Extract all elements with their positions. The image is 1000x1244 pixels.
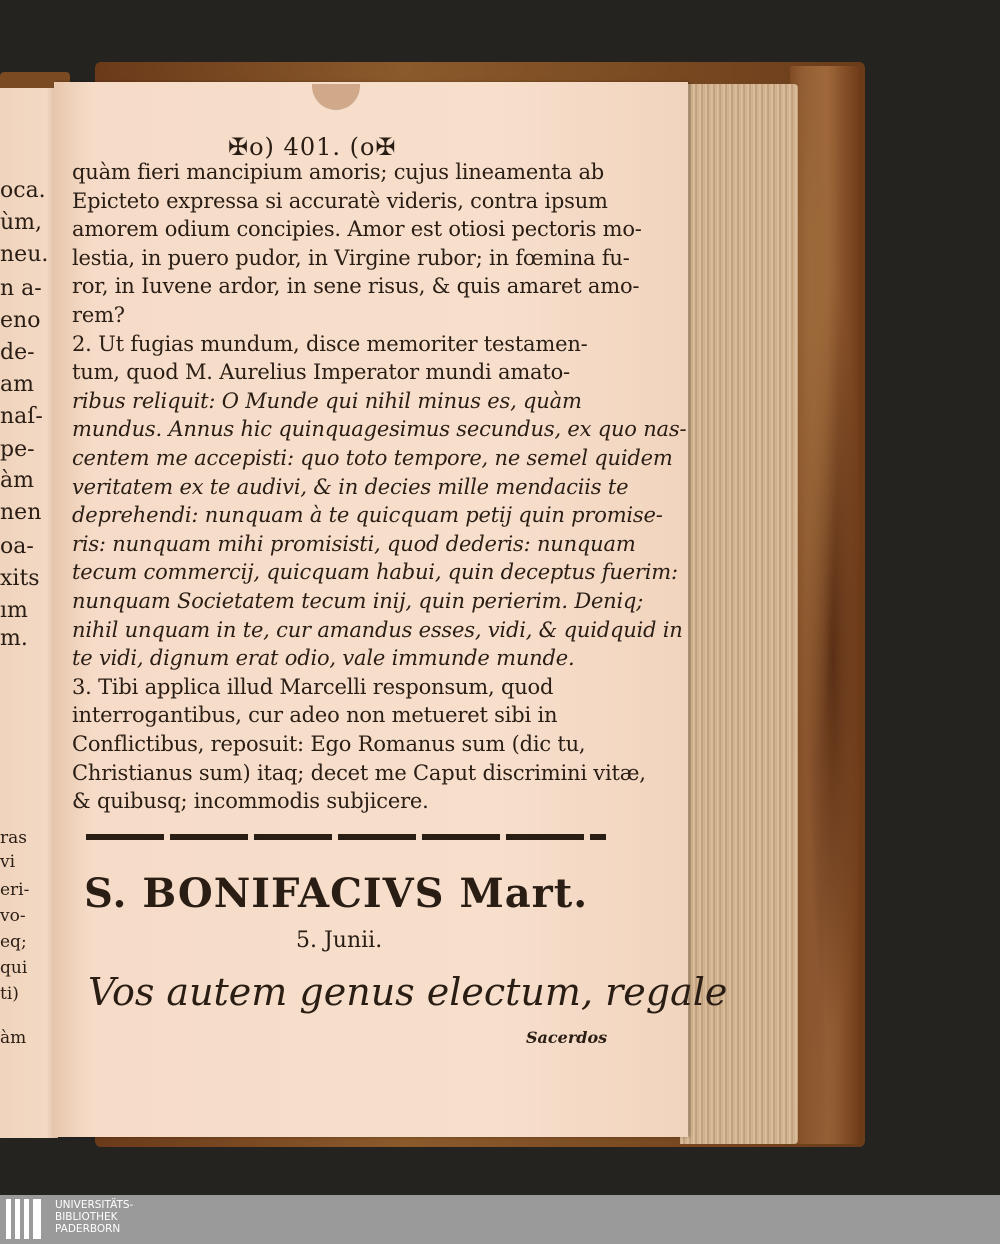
left-page-fragment: ùm, [0,210,43,235]
left-page-fragment: neu. [0,242,49,267]
body-line: mundus. Annus hic quinquagesimus secundus, ex quo nas- [72,417,687,442]
left-page-fragment: vi [0,852,16,872]
body-line: veritatem ex te audivi, & in decies mille mendaciis te [72,474,629,499]
body-line: 2. Ut fugias mundum, disce memoriter testamen- [72,331,588,356]
left-page-fragment: àm [0,1028,27,1048]
body-line: tecum commercij, quicquam habui, quin deceptus fuerim: [72,560,678,585]
left-page-fragment: eri- [0,880,30,900]
library-name-line2: BIBLIOTHEK [55,1211,118,1223]
left-page-fragment: n a- [0,276,42,301]
left-page-fragment: qui [0,958,28,978]
library-name-line1: UNIVERSITÄTS- [55,1199,134,1211]
body-line: lestia, in puero pudor, in Virgine rubor; in fœmina fu- [72,245,630,270]
body-line: interrogantibus, cur adeo non metueret sibi in [72,703,558,728]
library-name [55,1199,133,1235]
body-line: nunquam Societatem tecum inij, quin perierim. Deniq; [72,589,644,613]
section-title: S. BONIFACIVS Mart. [84,870,589,917]
library-logo-icon [6,1199,46,1239]
left-page-fragment: ras [0,828,27,848]
left-page-fragment: eq; [0,932,27,952]
left-page-fragment: eno [0,308,41,333]
section-rule [86,834,606,840]
left-page-fragment: nen [0,500,42,525]
left-page-fragment: xits [0,566,40,591]
section-date: 5. Junii. [296,928,383,953]
left-page [0,88,58,1138]
section-motto: Vos autem genus electum, regale [88,970,728,1014]
body-line: Epicteto expressa si accuratè videris, contra ipsum [72,188,608,213]
body-line: Christianus sum) itaq; decet me Caput discrimini vitæ, [72,760,646,785]
left-page-fragment: pe- [0,437,35,462]
body-line: amorem odium concipies. Amor est otiosi pectoris mo- [72,217,642,242]
left-page-fragment: oca. [0,178,46,203]
body-line: nihil unquam in te, cur amandus esses, vidi, & quidquid in [72,617,683,642]
body-line: centem me accepisti: quo toto tempore, ne semel quidem [72,446,673,470]
catchword: Sacerdos [526,1028,608,1047]
body-line: 3. Tibi applica illud Marcelli responsum, quod [72,674,554,699]
body-line: quàm fieri mancipium amoris; cujus lineamenta ab [72,160,605,184]
left-page-fragment: oa- [0,534,34,559]
body-line: & quibusq; incommodis subjicere. [72,789,429,814]
body-line: tum, quod M. Aurelius Imperator mundi amato- [72,360,570,385]
body-line: te vidi, dignum erat odio, vale immunde munde. [72,646,575,671]
library-banner [0,1195,1000,1244]
body-line: ris: nunquam mihi promisisti, quod dederis: nunquam [72,531,636,556]
left-page-fragment: am [0,372,34,397]
body-line: Conflictibus, reposuit: Ego Romanus sum (dic tu, [72,732,586,756]
page-header: ✠o) 401. (o✠ [228,133,397,161]
left-page-fragment: ım [0,598,28,623]
left-page-fragment: de- [0,340,35,365]
left-page-fragment: vo- [0,906,26,926]
left-page-fragment: ti) [0,984,19,1004]
body-line: rem? [72,303,125,327]
body-line: ror, in Iuvene ardor, in sene risus, & quis amaret amo- [72,274,640,299]
library-name-line3: PADERBORN [55,1223,121,1235]
left-page-fragment: naſ- [0,404,43,429]
body-line: ribus reliquit: O Munde qui nihil minus es, quàm [72,388,582,413]
left-page-fragment: àm [0,468,34,493]
body-line: deprehendi: nunquam à te quicquam petij quin promise- [72,503,663,528]
leather-spine [790,66,862,1144]
left-page-fragment: m. [0,626,28,651]
